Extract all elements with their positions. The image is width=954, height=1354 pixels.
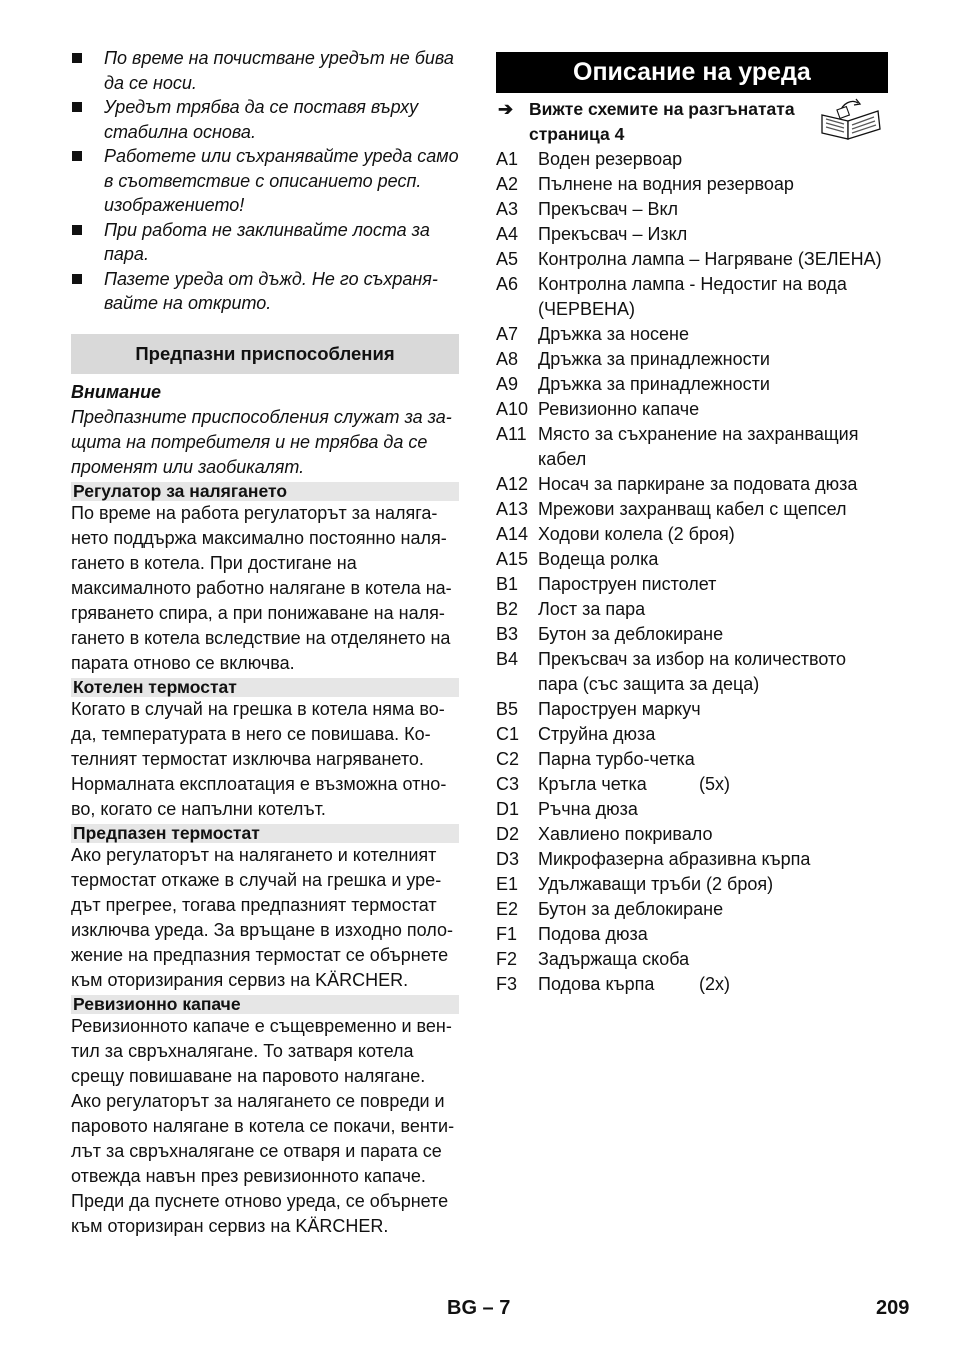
warning-text: Предпазните приспособления служат за за-щита на потребителя и не трябва да се променят или заобикалят.: [71, 406, 452, 477]
footer-page-number: 209: [876, 1297, 910, 1319]
safety-bullet-list: [71, 46, 459, 316]
subheading-boiler-thermostat: Котелен термостат: [71, 678, 459, 697]
item-label: Воден резервоар: [538, 149, 683, 169]
item-quantity: (5x): [699, 774, 730, 794]
item-label: Ревизионно капаче: [538, 399, 700, 419]
list-item: [496, 647, 888, 697]
subheading-safety-thermostat: Предпазен термостат: [71, 824, 459, 843]
list-item: [496, 872, 888, 897]
item-label: Дръжка за носене: [538, 324, 689, 344]
list-item: [496, 322, 888, 347]
item-label: Кръгла четка: [538, 774, 647, 794]
square-bullet-icon: [72, 225, 82, 235]
square-bullet-icon: [72, 102, 82, 112]
list-item: [496, 697, 888, 722]
item-code: B5: [496, 699, 519, 719]
item-label: Струйна дюза: [538, 724, 656, 744]
list-item: [496, 147, 888, 172]
item-code: A1: [496, 149, 519, 169]
item-code: A8: [496, 349, 519, 369]
list-item: [496, 572, 888, 597]
list-item: [496, 947, 888, 972]
item-code: A14: [496, 524, 529, 544]
item-code: A5: [496, 249, 519, 269]
list-item: [496, 497, 888, 522]
page-title: Описание на уреда: [496, 52, 888, 93]
list-item: [496, 347, 888, 372]
item-code: A12: [496, 474, 529, 494]
list-item: [496, 247, 888, 272]
item-label: Дръжка за принадлежности: [538, 374, 770, 394]
item-label: Пароструен маркуч: [538, 699, 701, 719]
list-item: [496, 422, 888, 472]
right-column: [496, 52, 888, 997]
item-code: A2: [496, 174, 519, 194]
list-item: [496, 747, 888, 772]
item-code: C1: [496, 724, 520, 744]
item-code: A4: [496, 224, 519, 244]
item-label: Водеща ролка: [538, 549, 659, 569]
component-list: [496, 147, 888, 997]
item-code: C3: [496, 774, 520, 794]
item-code: C2: [496, 749, 520, 769]
section-heading-safety-devices: Предпазни приспособления: [71, 334, 459, 374]
item-label: Лост за пара: [538, 599, 646, 619]
item-label: Задържаща скоба: [538, 949, 690, 969]
list-item: [496, 397, 888, 422]
list-item: [496, 372, 888, 397]
item-label: Контролна лампа - Недостиг на вода (ЧЕРВЕНА): [538, 274, 847, 319]
list-item: [496, 172, 888, 197]
bullet-item: Уредът трябва да се поставя върху стабилна основа.: [71, 95, 459, 144]
item-label: Прекъсвач – Изкл: [538, 224, 688, 244]
list-item: [496, 522, 888, 547]
item-label: Подова кърпа: [538, 974, 655, 994]
square-bullet-icon: [72, 151, 82, 161]
item-code: F3: [496, 974, 518, 994]
item-code: A6: [496, 274, 519, 294]
item-label: Контролна лампа – Нагряване (ЗЕЛЕНА): [538, 249, 882, 269]
bullet-item: При работа не заклинвайте лоста за пара.: [71, 218, 459, 267]
list-item: [496, 772, 888, 797]
subheading-inspection-cap: Ревизионно капаче: [71, 995, 459, 1014]
item-label: Мрежови захранващ кабел с щепсел: [538, 499, 847, 519]
square-bullet-icon: [72, 53, 82, 63]
list-item: [496, 197, 888, 222]
item-code: D2: [496, 824, 520, 844]
list-item: [496, 897, 888, 922]
item-code: A10: [496, 399, 529, 419]
list-item: [496, 597, 888, 622]
item-label: Ходови колела (2 броя): [538, 524, 735, 544]
paragraph-inspection-cap: Ревизионното капаче е същевременно и вен-тил за свръхналягане. То затваря котела срещу повишаване на паровото налягане. Ако регулаторът за налягането се повреди и паровото налягане в котела се покачи, венти-лът за свръхналягане се отваря и парата се отвежда навън през ревизионното капаче. Преди да пуснете отново уреда, се обърнете към оторизиран сервиз на KÄRCHER.: [71, 1015, 455, 1236]
item-label: Дръжка за принадлежности: [538, 349, 770, 369]
list-item: [496, 222, 888, 247]
item-code: B4: [496, 649, 519, 669]
bullet-item: Пазете уреда от дъжд. Не го съхраня-вайте на открито.: [71, 267, 459, 316]
item-code: D1: [496, 799, 520, 819]
list-item: [496, 622, 888, 647]
item-code: A15: [496, 549, 529, 569]
item-label: Място за съхранение на захранващия кабел: [538, 424, 859, 469]
left-column: [71, 46, 459, 1239]
square-bullet-icon: [72, 274, 82, 284]
item-label: Бутон за деблокиране: [538, 624, 724, 644]
item-code: A3: [496, 199, 519, 219]
open-manual-icon: [818, 97, 884, 146]
item-code: A9: [496, 374, 519, 394]
item-label: Пълнене на водния резервоар: [538, 174, 794, 194]
paragraph-safety-thermostat: Ако регулаторът на налягането и котелният термостат откаже в случай на грешка и уре-дът прегрее, тогава предпазният термостат изключва уреда. За връщане в изходно поло-жение на предпазния термостат се обърнете към оторизирания сервиз на KÄRCHER.: [71, 844, 453, 990]
bullet-item: Работете или съхранявайте уреда само в съответствие с описанието респ. изображението!: [71, 144, 459, 218]
list-item: [496, 472, 888, 497]
item-label: Носач за паркиране за подовата дюза: [538, 474, 858, 494]
paragraph-boiler-thermostat: Когато в случай на грешка в котела няма во-да, температурата в него се повишава. Ко-телният термостат изключва нагряването. Нормалната експлоатация е възможна отно-во, когато се напълни котелът.: [71, 698, 447, 819]
reference-note: [496, 97, 888, 145]
footer-section-label: BG – 7: [447, 1297, 511, 1319]
item-code: F1: [496, 924, 518, 944]
item-label: Микрофазерна абразивна кърпа: [538, 849, 811, 869]
item-code: E1: [496, 874, 519, 894]
item-label: Хавлиено покривало: [538, 824, 713, 844]
reference-text: Вижте схемите на разгънатата страница 4: [529, 99, 795, 144]
list-item: [496, 797, 888, 822]
item-label: Бутон за деблокиране: [538, 899, 724, 919]
list-item: [496, 972, 888, 997]
item-code: B3: [496, 624, 519, 644]
item-code: A7: [496, 324, 519, 344]
item-label: Парна турбо-четка: [538, 749, 695, 769]
item-label: Удължаващи тръби (2 броя): [538, 874, 774, 894]
arrow-right-icon: ➔: [498, 99, 514, 119]
item-label: Ръчна дюза: [538, 799, 638, 819]
item-label: Подова дюза: [538, 924, 648, 944]
item-code: A11: [496, 424, 527, 444]
item-code: E2: [496, 899, 519, 919]
warning-title: Внимание: [71, 381, 162, 402]
list-item: [496, 822, 888, 847]
item-code: B2: [496, 599, 519, 619]
list-item: [496, 547, 888, 572]
list-item: [496, 847, 888, 872]
item-label: Прекъсвач – Вкл: [538, 199, 679, 219]
list-item: [496, 272, 888, 322]
paragraph-pressure-regulator: По време на работа регулаторът за наляга-нето поддържа максимално постоянно наля-гането в котела. При достигане на максималното работно налягане в котела на-гряването спира, а при понижаване на наля-гането в котела вследствие на отделянето на парата отново се включва.: [71, 502, 452, 673]
list-item: [496, 722, 888, 747]
item-code: A13: [496, 499, 529, 519]
item-code: F2: [496, 949, 518, 969]
item-code: D3: [496, 849, 520, 869]
list-item: [496, 922, 888, 947]
subheading-pressure-regulator: Регулатор за налягането: [71, 482, 459, 501]
item-label: Прекъсвач за избор на количеството пара (със защита за деца): [538, 649, 847, 694]
item-code: B1: [496, 574, 519, 594]
bullet-item: По време на почистване уредът не бива да се носи.: [71, 46, 459, 95]
item-label: Пароструен пистолет: [538, 574, 717, 594]
item-quantity: (2x): [699, 974, 730, 994]
